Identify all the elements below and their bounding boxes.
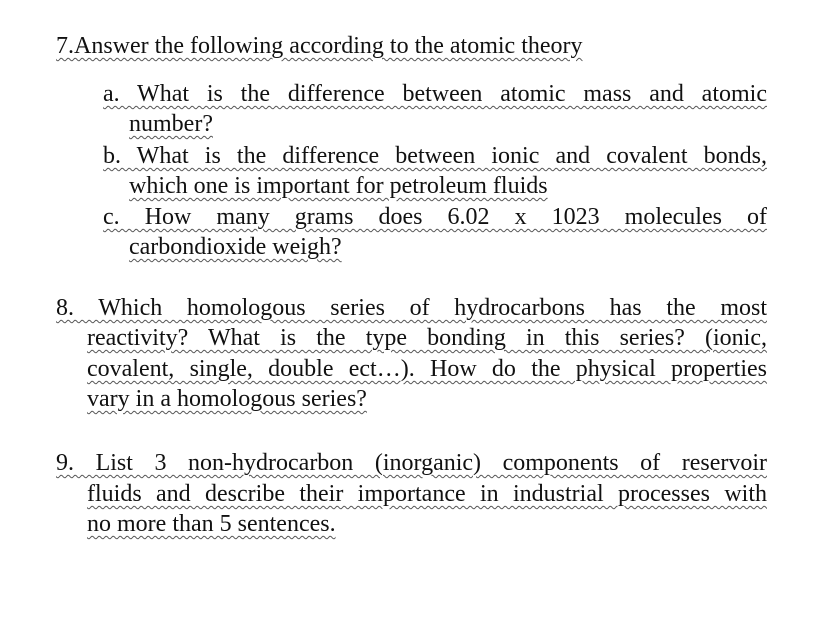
q7a-line-1: a. What is the difference between atomic mass and atomic: [103, 81, 767, 107]
q7c-line-1: c. How many grams does 6.02 x 1023 molecules of: [103, 204, 767, 230]
q9-line-2: fluids and describe their importance in industrial processes with: [87, 481, 767, 507]
q7b-line-1: b. What is the difference between ionic and covalent bonds,: [103, 143, 767, 169]
q7c-line-2: carbondioxide weigh?: [129, 234, 342, 260]
q8-line-2: reactivity? What is the type bonding in this series? (ionic,: [87, 325, 767, 351]
q7-heading: 7.Answer the following according to the atomic theory: [56, 33, 583, 59]
q9-line-3: no more than 5 sentences.: [87, 511, 336, 537]
q7b-line-2: which one is important for petroleum fluids: [129, 173, 548, 199]
q9-line-1: 9. List 3 non-hydrocarbon (inorganic) components of reservoir: [56, 450, 767, 476]
q8-line-1: 8. Which homologous series of hydrocarbons has the most: [56, 295, 767, 321]
q7a-line-2: number?: [129, 111, 213, 137]
q8-line-4: vary in a homologous series?: [87, 386, 367, 412]
q8-line-3: covalent, single, double ect…). How do the physical properties: [87, 356, 767, 382]
